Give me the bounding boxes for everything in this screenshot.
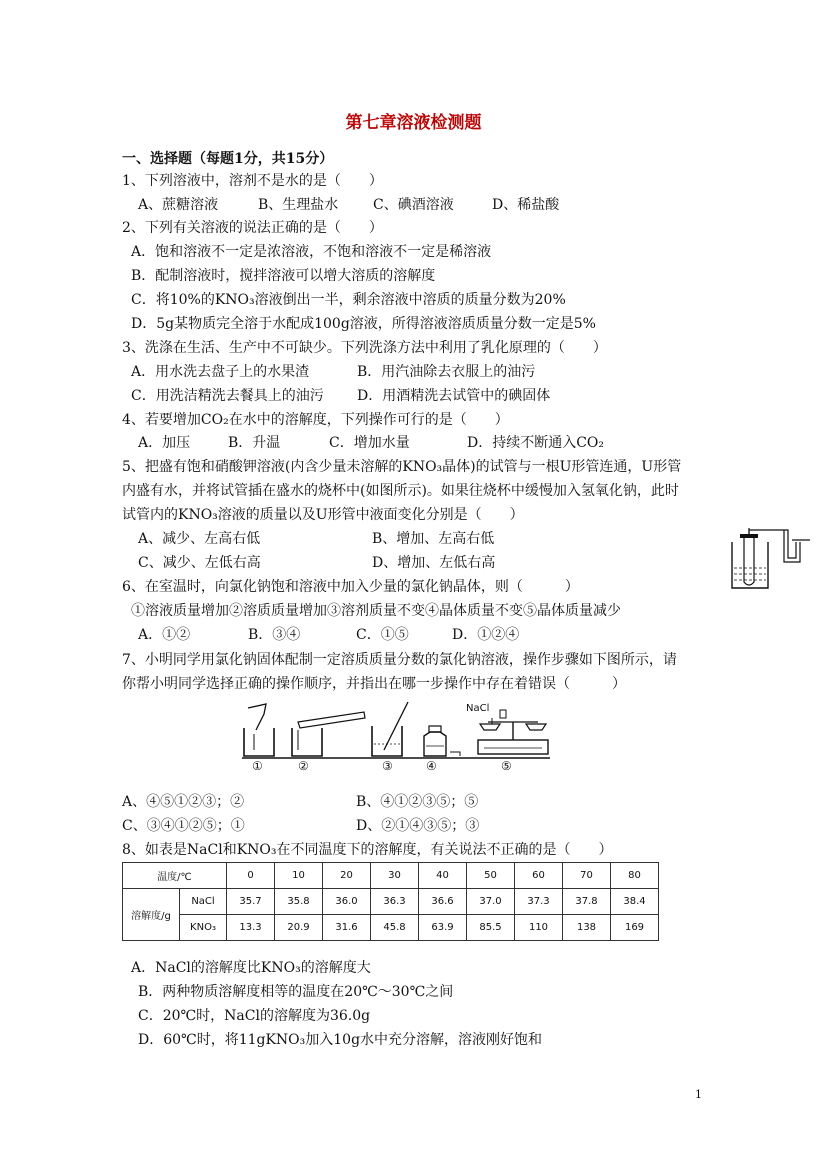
table-cell: 31.6 — [323, 915, 371, 941]
step-label-1: ① — [252, 759, 263, 773]
q4-option-a: A．加压 — [138, 435, 191, 451]
step-label-4: ④ — [426, 759, 437, 773]
table-cell: 45.8 — [371, 915, 419, 941]
table-cell: 110 — [515, 915, 563, 941]
table-cell: 37.3 — [515, 889, 563, 915]
q8-option-d: D．60℃时，将11gKNO₃加入10g水中充分溶解，溶液刚好饱和 — [138, 1032, 543, 1048]
table-cell: 36.6 — [419, 889, 467, 915]
q3-option-c: C．用洗洁精洗去餐具上的油污 — [131, 388, 324, 404]
q4-option-b: B．升温 — [228, 435, 281, 451]
q5-option-d: D、增加、左低右高 — [372, 555, 496, 571]
q5-option-a: A、减少、左高右低 — [138, 531, 261, 547]
q7-option-c: C、③④①②⑤；① — [122, 818, 245, 834]
nacl-label: NaCl — [466, 703, 490, 714]
temp-header-cell: 温度/℃ — [123, 863, 227, 889]
solubility-group-label: 溶解度/g — [123, 889, 180, 941]
q1-option-d: D、稀盐酸 — [492, 197, 560, 213]
table-cell: 169 — [611, 915, 659, 941]
temp-cell: 30 — [371, 863, 419, 889]
temp-cell: 50 — [467, 863, 515, 889]
step-label-3: ③ — [382, 759, 393, 773]
temp-cell: 20 — [323, 863, 371, 889]
q1-option-a: A、蔗糖溶液 — [138, 197, 219, 213]
table-row — [123, 889, 659, 915]
step-label-5: ⑤ — [501, 759, 512, 773]
substance-name-cell: NaCl — [180, 889, 227, 915]
q8-option-b: B．两种物质溶解度相等的温度在20℃～30℃之间 — [138, 984, 454, 1000]
table-cell: 20.9 — [275, 915, 323, 941]
q3-option-d: D．用酒精洗去试管中的碘固体 — [357, 388, 551, 404]
q2-stem: 2、下列有关溶液的说法正确的是（ ） — [122, 220, 383, 236]
table-cell: 13.3 — [227, 915, 275, 941]
page-number: 1 — [695, 1088, 702, 1101]
q5-option-b: B、增加、左高右低 — [372, 531, 495, 547]
solubility-table — [122, 862, 659, 941]
q8-option-a: A．NaCl的溶解度比KNO₃的溶解度大 — [131, 960, 371, 976]
temp-cell: 70 — [563, 863, 611, 889]
q6-option-d: D．①②④ — [452, 627, 520, 643]
table-cell: 37.8 — [563, 889, 611, 915]
q1-stem: 1、下列溶液中，溶剂不是水的是（ ） — [122, 173, 383, 189]
q4-stem: 4、若要增加CO₂在水中的溶解度，下列操作可行的是（ ） — [122, 412, 509, 428]
u-tube-apparatus-figure — [728, 528, 812, 592]
temp-cell: 80 — [611, 863, 659, 889]
temp-cell: 0 — [227, 863, 275, 889]
q6-option-b: B．③④ — [248, 627, 301, 643]
q2-option-c: C．将10%的KNO₃溶液倒出一半，剩余溶液中溶质的质量分数为20% — [131, 292, 566, 308]
q1-option-b: B、生理盐水 — [258, 197, 339, 213]
q5-line2: 内盛有水，并将试管插在盛水的烧杯中(如图所示)。如果往烧杯中缓慢加入氢氧化钠，此时 — [122, 483, 679, 499]
q6-option-a: A．①② — [138, 627, 191, 643]
table-cell: 35.7 — [227, 889, 275, 915]
temp-cell: 40 — [419, 863, 467, 889]
q5-line1: 5、把盛有饱和硝酸钾溶液(内含少量未溶解的KNO₃晶体)的试管与一根U形管连通，U形管 — [122, 459, 682, 475]
q1-option-c: C、碘酒溶液 — [373, 197, 454, 213]
q8-option-c: C．20℃时，NaCl的溶解度为36.0g — [138, 1008, 371, 1024]
table-cell: 85.5 — [467, 915, 515, 941]
q2-option-a: A．饱和溶液不一定是浓溶液，不饱和溶液不一定是稀溶液 — [131, 244, 492, 260]
temp-cell: 60 — [515, 863, 563, 889]
table-header-row — [123, 863, 659, 889]
q2-option-d: D．5g某物质完全溶于水配成100g溶液，所得溶液溶质质量分数一定是5% — [131, 316, 596, 332]
q7-option-d: D、②①④③⑤；③ — [356, 818, 480, 834]
q6-option-c: C．①⑤ — [356, 627, 409, 643]
substance-name-cell: KNO₃ — [180, 915, 227, 941]
table-row — [123, 915, 659, 941]
q3-option-a: A．用水洗去盘子上的水果渣 — [131, 364, 310, 380]
table-cell: 36.0 — [323, 889, 371, 915]
q8-stem: 8、如表是NaCl和KNO₃在不同温度下的溶解度，有关说法不正确的是（ ） — [122, 842, 613, 858]
table-cell: 63.9 — [419, 915, 467, 941]
q6-stem: 6、在室温时，向氯化钠饱和溶液中加入少量的氯化钠晶体，则（ ） — [122, 579, 579, 595]
table-cell: 37.0 — [467, 889, 515, 915]
page-title: 第七章溶液检测题 — [345, 113, 482, 133]
table-cell: 138 — [563, 915, 611, 941]
q4-option-d: D．持续不断通入CO₂ — [467, 435, 605, 451]
q2-option-b: B．配制溶液时，搅拌溶液可以增大溶质的溶解度 — [131, 268, 436, 284]
q4-option-c: C．增加水量 — [329, 435, 410, 451]
table-cell: 38.4 — [611, 889, 659, 915]
q5-option-c: C、减少、左低右高 — [138, 555, 261, 571]
table-cell: 36.3 — [371, 889, 419, 915]
q7-option-a: A、④⑤①②③；② — [122, 794, 245, 810]
q7-line2: 你帮小明同学选择正确的操作顺序，并指出在哪一步操作中存在着错误（ ） — [122, 676, 626, 692]
q6-statements: ①溶液质量增加②溶质质量增加③溶剂质量不变④晶体质量不变⑤晶体质量减少 — [131, 603, 621, 619]
q3-stem: 3、洗涤在生活、生产中不可缺少。下列洗涤方法中利用了乳化原理的（ ） — [122, 340, 607, 356]
q7-line1: 7、小明同学用氯化钠固体配制一定溶质质量分数的氯化钠溶液，操作步骤如下图所示，请 — [122, 652, 677, 668]
section-heading: 一、选择题（每题1分，共15分） — [122, 151, 334, 167]
temp-cell: 10 — [275, 863, 323, 889]
q3-option-b: B．用汽油除去衣服上的油污 — [357, 364, 536, 380]
table-cell: 35.8 — [275, 889, 323, 915]
step-label-2: ② — [298, 759, 309, 773]
q7-option-b: B、④①②③⑤；⑤ — [356, 794, 479, 810]
q5-line3: 试管内的KNO₃溶液的质量以及U形管中液面变化分别是（ ） — [122, 507, 524, 523]
